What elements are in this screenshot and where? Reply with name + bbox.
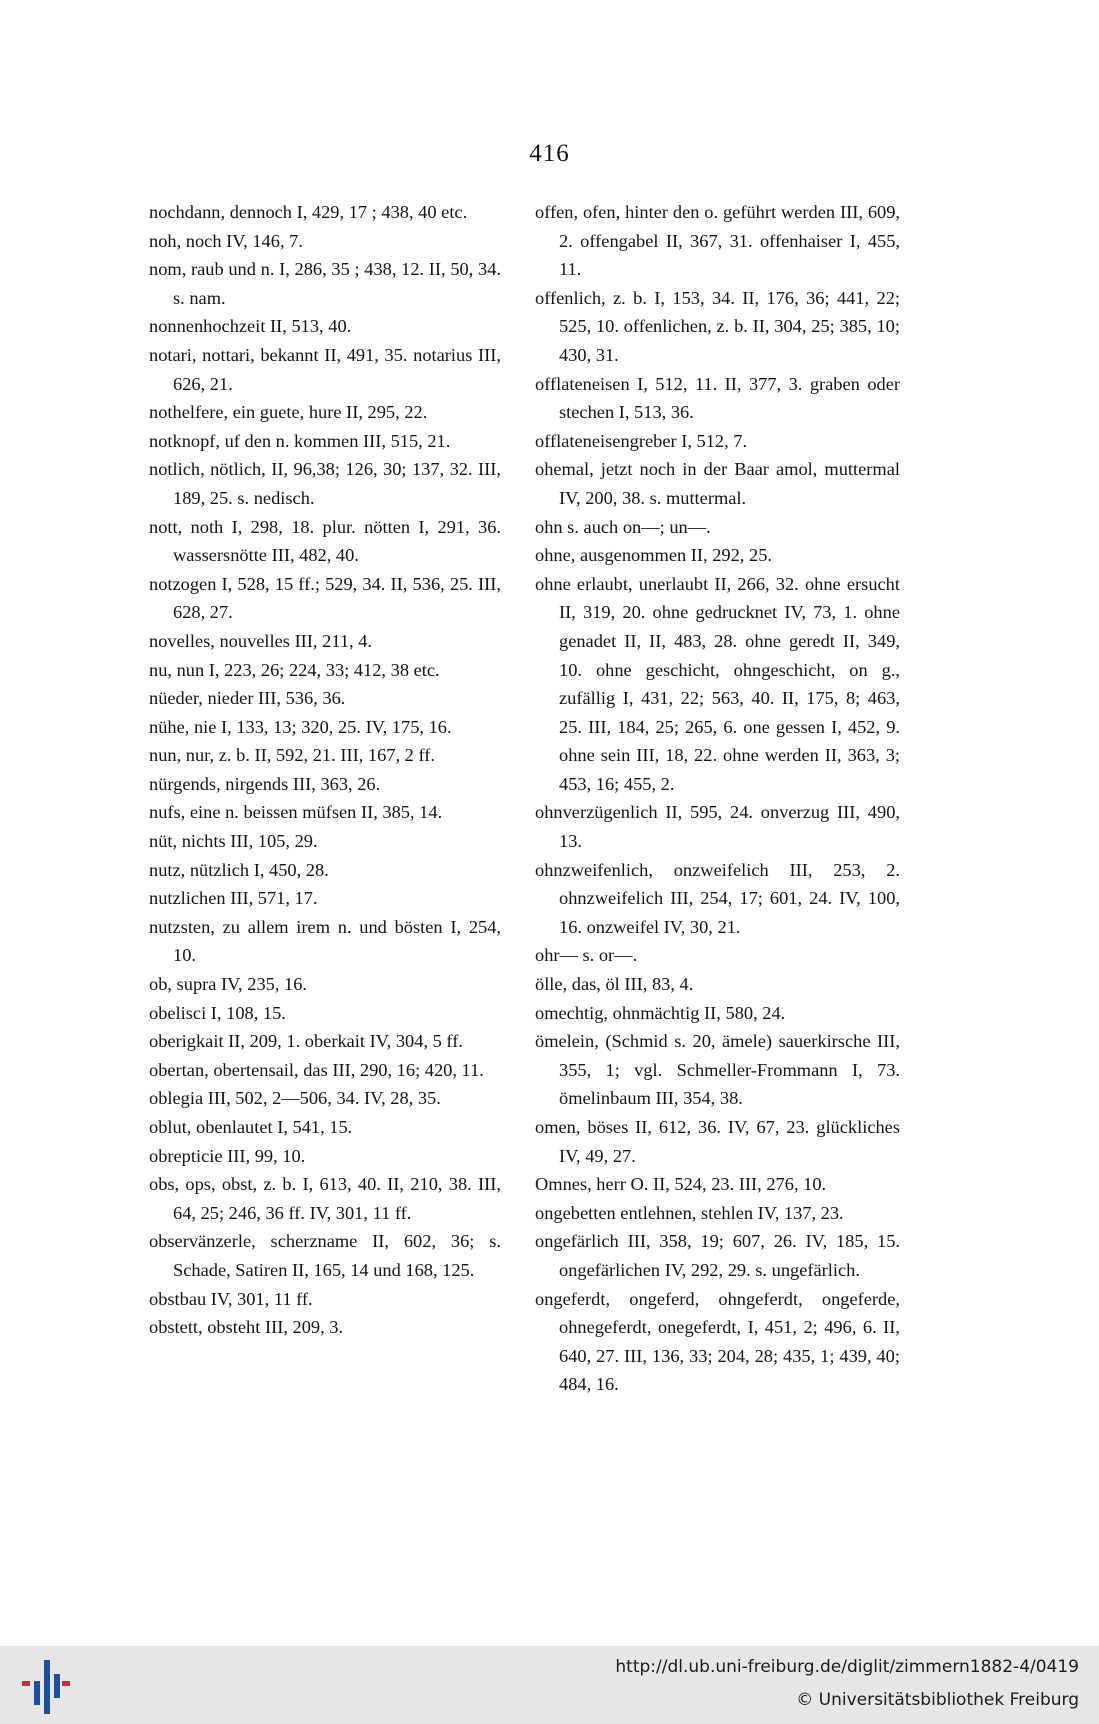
index-entry: offenlich, z. b. I, 153, 34. II, 176, 36; 441, 22; 525, 10. offenlichen, z. b. II, 304, 25; 385, 10; 430, 31. xyxy=(535,287,900,365)
index-entry: nutzsten, zu allem irem n. und bösten I, 254, 10. xyxy=(149,916,501,966)
index-entry: nufs, eine n. beissen müfsen II, 385, 14. xyxy=(149,802,443,823)
index-entry: nutz, nützlich I, 450, 28. xyxy=(149,859,329,880)
index-entry: notknopf, uf den n. kommen III, 515, 21. xyxy=(149,430,451,451)
index-entry: notlich, nötlich, II, 96,38; 126, 30; 137, 32. III, 189, 25. s. nedisch. xyxy=(149,459,501,508)
index-entry: obstbau IV, 301, 11 ff. xyxy=(149,1288,313,1309)
index-entry: ob, supra IV, 235, 16. xyxy=(149,974,308,995)
index-entry: obrepticie III, 99, 10. xyxy=(149,1145,306,1166)
index-entry: notari, nottari, bekannt II, 491, 35. notarius III, 626, 21. xyxy=(149,344,501,394)
index-entry: nun, nur, z. b. II, 592, 21. III, 167, 2 ff. xyxy=(149,745,435,766)
index-entry: offlateneisen I, 512, 11. II, 377, 3. graben oder stechen I, 513, 36. xyxy=(535,373,900,423)
index-entry: ongeferdt, ongeferd, ohngeferdt, ongeferde, ohnegeferdt, onegeferdt, I, 451, 2; 496, 6. II, 640, 27. III, 136, 33; 204, 28; 435, 1; 439, 40; 484, 16. xyxy=(535,1288,900,1395)
logo-bar-blue xyxy=(34,1681,40,1705)
index-entry: obertan, obertensail, das III, 290, 16; 420, 11. xyxy=(149,1059,484,1080)
copyright-notice: © Universitätsbibliothek Freiburg xyxy=(796,1690,1079,1710)
logo-bar-red xyxy=(22,1681,30,1686)
index-entry: nochdann, dennoch I, 429, 17 ; 438, 40 etc. xyxy=(149,202,468,222)
index-entry: nüeder, nieder III, 536, 36. xyxy=(149,688,346,709)
index-entry: novelles, nouvelles III, 211, 4. xyxy=(149,630,373,651)
logo-bar-blue xyxy=(54,1674,60,1698)
permalink-url[interactable]: http://dl.ub.uni-freiburg.de/diglit/zimmern1882-4/0419 xyxy=(615,1657,1079,1677)
index-entry: nothelfere, ein guete, hure II, 295, 22. xyxy=(149,402,428,423)
logo-bar-blue xyxy=(44,1660,50,1714)
index-entry: nott, noth I, 298, 18. plur. nötten I, 291, 36. wassersnötte III, 482, 40. xyxy=(149,516,501,566)
index-entry: nom, raub und n. I, 286, 35 ; 438, 12. II, 50, 34. s. nam. xyxy=(149,259,501,308)
index-entry: oblut, obenlautet I, 541, 15. xyxy=(149,1117,353,1137)
index-entry: ohnverzügenlich II, 595, 24. onverzug III, 490, 13. xyxy=(535,802,900,852)
index-entry: oblegia III, 502, 2—506, 34. IV, 28, 35. xyxy=(149,1088,441,1109)
index-column-left xyxy=(149,198,501,1342)
index-entry: nu, nun I, 223, 26; 224, 33; 412, 38 etc. xyxy=(149,659,440,680)
index-entry: notzogen I, 528, 15 ff.; 529, 34. II, 536, 25. III, 628, 27. xyxy=(149,573,501,623)
index-entry: nutzlichen III, 571, 17. xyxy=(149,888,318,909)
index-entry: omen, böses II, 612, 36. IV, 67, 23. glückliches IV, 49, 27. xyxy=(535,1117,900,1166)
index-entry: nühe, nie I, 133, 13; 320, 25. IV, 175, 16. xyxy=(149,716,452,737)
index-entry: nürgends, nirgends III, 363, 26. xyxy=(149,773,381,794)
index-entry: nonnenhochzeit II, 513, 40. xyxy=(149,316,352,337)
index-entry: ohemal, jetzt noch in der Baar amol, muttermal IV, 200, 38. s. muttermal. xyxy=(535,459,900,508)
index-entry: offen, ofen, hinter den o. geführt werden III, 609, 2. offengabel II, 367, 31. offenhaiser I, 455, 11. xyxy=(535,202,900,280)
index-entry: obs, ops, obst, z. b. I, 613, 40. II, 210, 38. III, 64, 25; 246, 36 ff. IV, 301, 11 ff. xyxy=(149,1174,501,1223)
index-entry: ohnzweifenlich, onzweifelich III, 253, 2. ohnzweifelich III, 254, 17; 601, 24. IV, 100, 16. onzweifel IV, 30, 21. xyxy=(535,859,900,937)
index-column-right xyxy=(535,198,900,1399)
index-entry: ohne, ausgenommen II, 292, 25. xyxy=(535,545,772,566)
index-entry: oberigkait II, 209, 1. oberkait IV, 304, 5 ff. xyxy=(149,1031,463,1052)
index-entry: ohne erlaubt, unerlaubt II, 266, 32. ohne ersucht II, 319, 20. ohne gedrucknet IV, 73, 1. ohne genadet II, II, 483, 28. ohne geredt II, 349, 10. ohne geschicht, ohngeschicht, on g., zufällig I, 431, 22; 563, 40. II, 175, 8; 463, 25. III, 184, 25; 265, 6. one gessen I, 452, 9. ohne sein III, 18, 22. ohne werden II, 363, 3; 453, 16; 455, 2. xyxy=(535,573,900,794)
index-entry: ohr— s. or—. xyxy=(535,945,638,966)
index-entry: ohn s. auch on—; un—. xyxy=(535,516,711,537)
index-entry: ongebetten entlehnen, stehlen IV, 137, 23. xyxy=(535,1202,844,1223)
logo-bar-red xyxy=(62,1681,70,1686)
index-entry: Omnes, herr O. II, 524, 23. III, 276, 10. xyxy=(535,1174,827,1195)
index-entry: observänzerle, scherzname II, 602, 36; s. Schade, Satiren II, 165, 14 und 168, 125. xyxy=(149,1231,501,1280)
index-entry: ongefärlich III, 358, 19; 607, 26. IV, 185, 15. ongefärlichen IV, 292, 29. s. ungefärlich. xyxy=(535,1231,900,1280)
index-entry: omechtig, ohnmächtig II, 580, 24. xyxy=(535,1002,786,1023)
index-entry: obstett, obsteht III, 209, 3. xyxy=(149,1317,344,1338)
ub-freiburg-logo-icon xyxy=(22,1660,70,1714)
index-entry: noh, noch IV, 146, 7. xyxy=(149,230,303,251)
page-number: 416 xyxy=(529,140,570,167)
index-entry: ömelein, (Schmid s. 20, ämele) sauerkirsche III, 355, 1; vgl. Schmeller-Frommann I, 73. ömelinbaum III, 354, 38. xyxy=(535,1031,900,1109)
index-entry: obelisci I, 108, 15. xyxy=(149,1002,286,1023)
index-entry: ölle, das, öl III, 83, 4. xyxy=(535,974,694,995)
library-footer-bar xyxy=(0,1646,1099,1724)
index-entry: nüt, nichts III, 105, 29. xyxy=(149,831,318,852)
index-entry: offlateneisengreber I, 512, 7. xyxy=(535,430,748,451)
